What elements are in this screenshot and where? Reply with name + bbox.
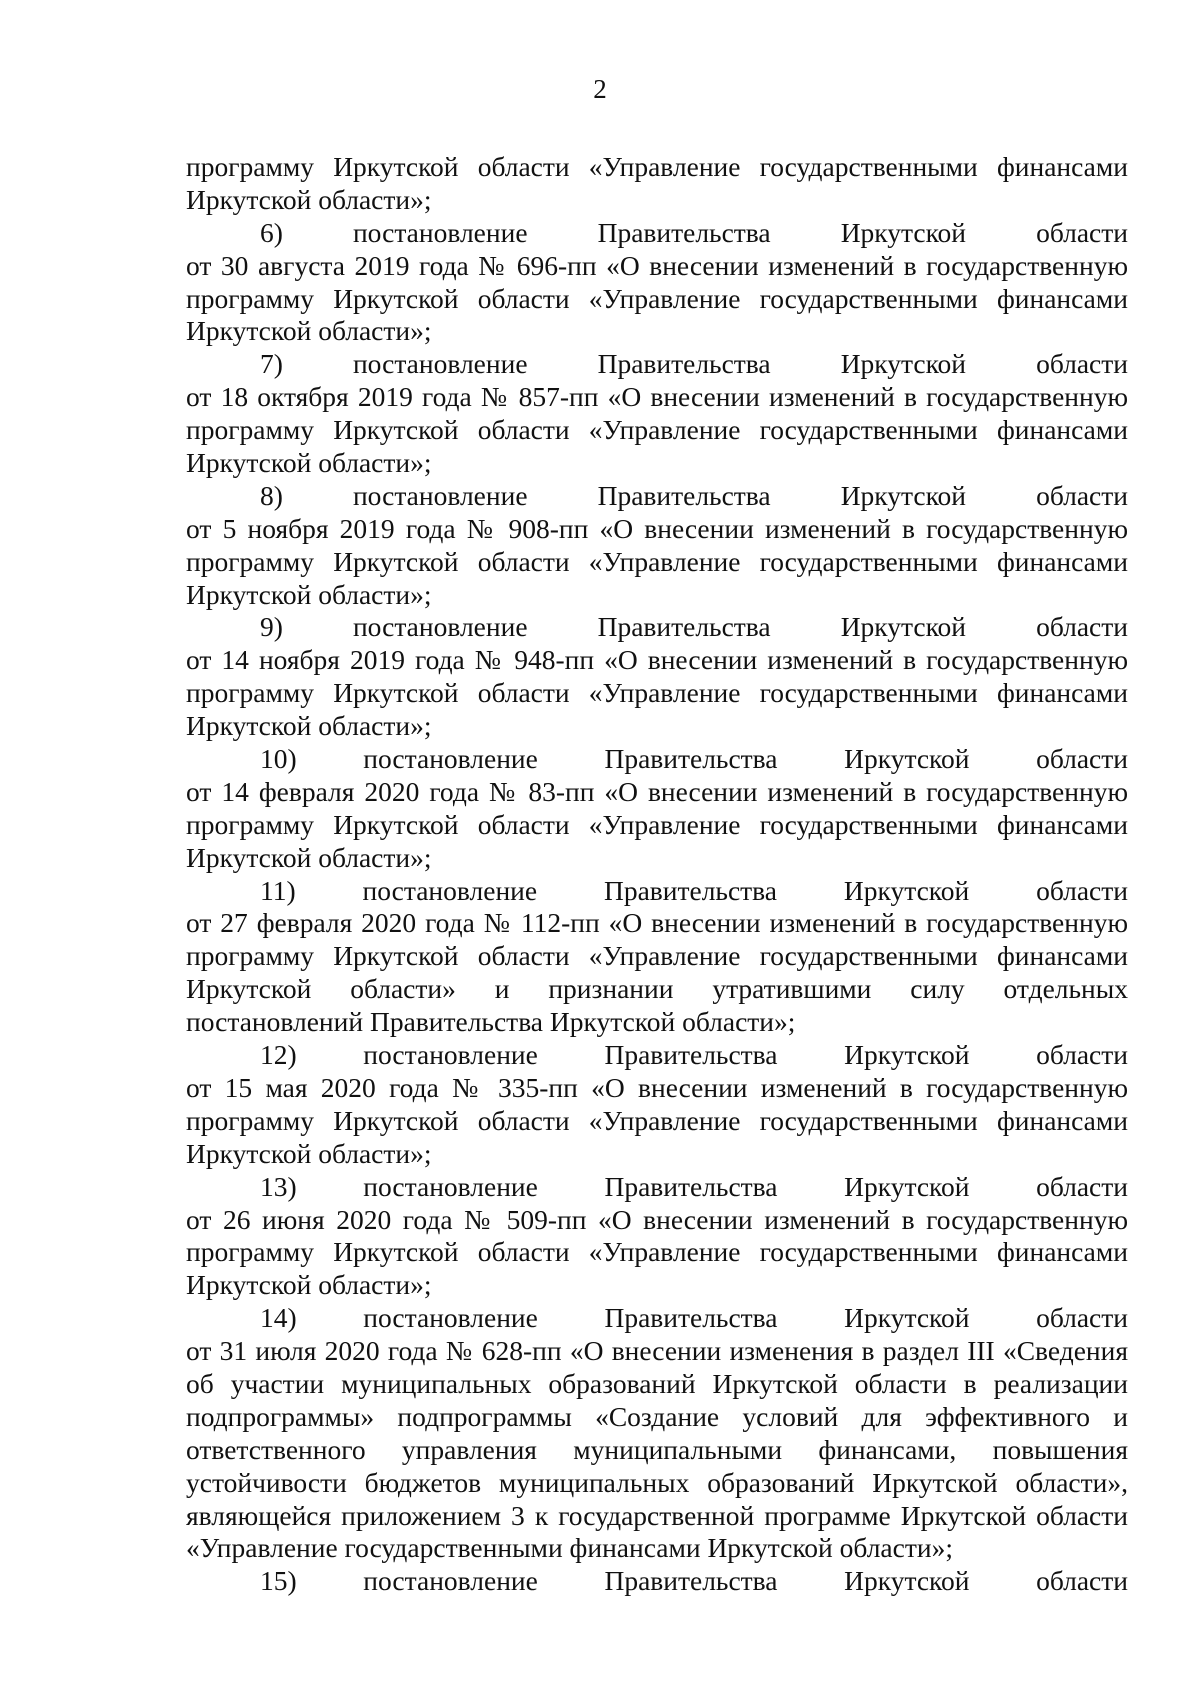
list-item-heading-line: 15) постановление Правительства Иркутской области [260,1565,1128,1597]
text-line: программу Иркутской области «Управление государственными финансами [186,677,1128,709]
text-line: от 26 июня 2020 года № 509-пп «О внесении изменений в государственную [186,1203,1128,1235]
text-line: программу Иркутской области «Управление государственными финансами [186,545,1128,577]
text-line: программу Иркутской области «Управление государственными финансами [186,808,1128,840]
list-item-heading-line: 9) постановление Правительства Иркутской области [260,611,1128,643]
page-number: 2 [593,74,607,104]
text-line: Иркутской области»; [186,1137,432,1169]
text-line: подпрограммы» подпрограммы «Создание условий для эффективного и [186,1400,1128,1432]
text-line: от 18 октября 2019 года № 857-пп «О внесении изменений в государственную [186,381,1128,413]
text-line: устойчивости бюджетов муниципальных образований Иркутской области», [186,1466,1128,1498]
text-line: Иркутской области»; [186,183,432,215]
text-line: об участии муниципальных образований Иркутской области в реализации [186,1367,1128,1399]
document-body [186,151,1128,1598]
list-item-heading-line: 8) постановление Правительства Иркутской области [260,479,1128,511]
text-line: Иркутской области»; [186,710,432,742]
text-line: Иркутской области»; [186,1269,432,1301]
text-line: программу Иркутской области «Управление государственными финансами [186,940,1128,972]
text-line: ответственного управления муниципальными финансами, повышения [186,1433,1128,1465]
text-line: от 14 февраля 2020 года № 83-пп «О внесении изменений в государственную [186,775,1128,807]
text-line: программу Иркутской области «Управление государственными финансами [186,151,1128,182]
text-line: Иркутской области»; [186,841,432,873]
text-line: программу Иркутской области «Управление государственными финансами [186,282,1128,314]
text-line: от 30 августа 2019 года № 696-пп «О внесении изменений в государственную [186,249,1128,281]
list-item-heading-line: 11) постановление Правительства Иркутской области [260,874,1128,906]
text-line: программу Иркутской области «Управление государственными финансами [186,1104,1128,1136]
text-line: Иркутской области»; [186,447,432,479]
text-line: постановлений Правительства Иркутской области»; [186,1006,796,1038]
list-item-heading-line: 14) постановление Правительства Иркутской области [260,1302,1128,1334]
list-item-heading-line: 10) постановление Правительства Иркутской области [260,743,1128,775]
text-line: программу Иркутской области «Управление государственными финансами [186,1236,1128,1268]
text-line: являющейся приложением 3 к государственной программе Иркутской области [186,1499,1128,1531]
text-line: Иркутской области»; [186,578,432,610]
list-item-heading-line: 12) постановление Правительства Иркутской области [260,1039,1128,1071]
text-line: от 27 февраля 2020 года № 112-пп «О внесении изменений в государственную [186,907,1128,939]
text-line: Иркутской области»; [186,315,432,347]
text-line: программу Иркутской области «Управление государственными финансами [186,414,1128,446]
list-item-heading-line: 13) постановление Правительства Иркутской области [260,1170,1128,1202]
list-item-heading-line: 7) постановление Правительства Иркутской области [260,348,1128,380]
text-line: от 15 мая 2020 года № 335-пп «О внесении изменений в государственную [186,1071,1128,1103]
text-line: Иркутской области» и признании утратившими силу отдельных [186,973,1128,1005]
list-item-heading-line: 6) постановление Правительства Иркутской области [260,216,1128,248]
text-line: от 14 ноября 2019 года № 948-пп «О внесении изменений в государственную [186,644,1128,676]
text-line: «Управление государственными финансами Иркутской области»; [186,1532,953,1564]
text-line: от 5 ноября 2019 года № 908-пп «О внесении изменений в государственную [186,512,1128,544]
text-line: от 31 июля 2020 года № 628-пп «О внесении изменения в раздел III «Сведения [186,1335,1128,1367]
